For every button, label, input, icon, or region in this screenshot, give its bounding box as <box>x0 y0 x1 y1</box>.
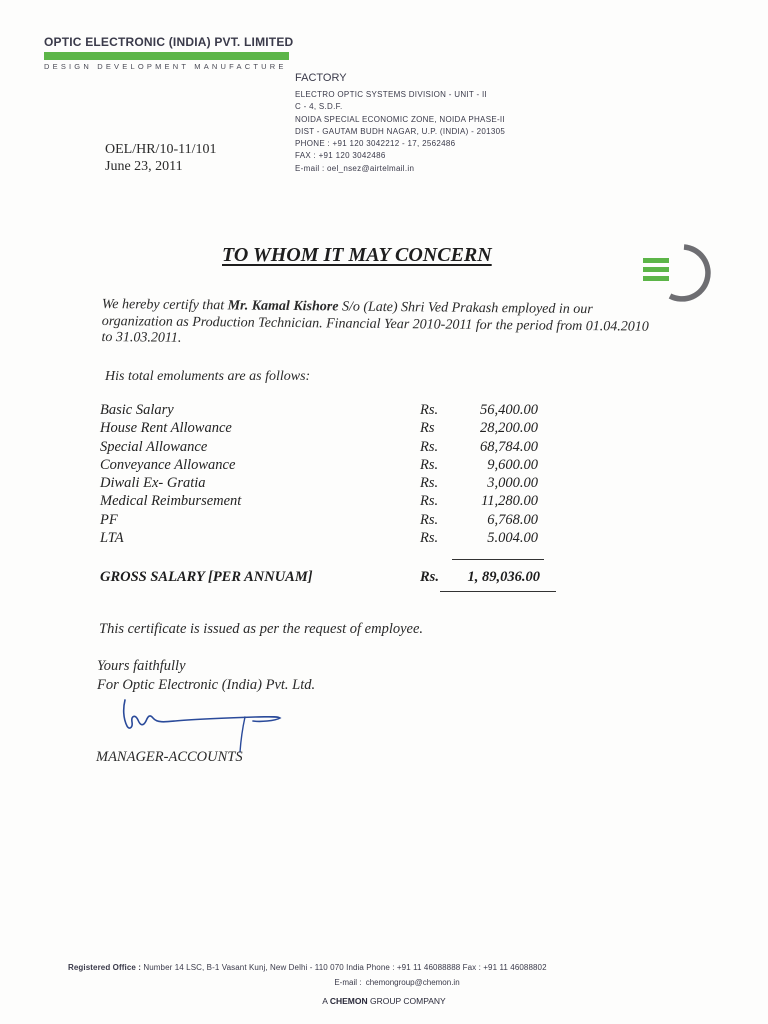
salary-amount: 56,400.00 <box>480 402 538 418</box>
salary-row <box>100 475 560 493</box>
gross-salary-row <box>100 569 560 589</box>
salary-amount: 6,768.00 <box>487 511 538 528</box>
footer-email-label: E-mail : <box>334 978 362 987</box>
footer-email-line <box>0 978 768 987</box>
factory-line: FAX : +91 120 3042486 <box>295 151 386 161</box>
salary-amount: 5.004.00 <box>487 530 538 547</box>
salary-label: LTA <box>100 530 124 547</box>
company-tagline: DESIGN DEVELOPMENT MANUFACTURE <box>44 62 287 71</box>
gross-salary-currency: Rs. <box>420 569 439 585</box>
subtotal-rule <box>452 559 544 560</box>
total-rule <box>440 591 556 592</box>
salary-table <box>100 402 560 548</box>
salary-currency: Rs. <box>420 493 439 510</box>
salary-row <box>100 420 560 438</box>
salary-amount: 3,000.00 <box>487 475 538 492</box>
salary-amount: 9,600.00 <box>487 456 538 473</box>
factory-line: DIST - GAUTAM BUDH NAGAR, U.P. (INDIA) - 201305 <box>295 126 506 136</box>
factory-address <box>295 89 505 175</box>
salary-row <box>100 402 560 420</box>
salary-label: House Rent Allowance <box>100 420 232 437</box>
company-logo-icon <box>640 240 716 304</box>
salary-label: Diwali Ex- Gratia <box>100 475 206 492</box>
signatory-title: MANAGER-ACCOUNTS <box>96 749 243 765</box>
salary-amount: 11,280.00 <box>481 493 538 510</box>
salary-row <box>100 439 560 457</box>
footer-registered-office <box>68 963 547 972</box>
salary-amount: 68,784.00 <box>480 438 538 455</box>
brand-bar <box>44 52 289 60</box>
salary-label: Medical Reimbursement <box>100 493 242 510</box>
salary-currency: Rs. <box>420 530 439 547</box>
salary-row <box>100 493 560 511</box>
factory-line: NOIDA SPECIAL ECONOMIC ZONE, NOIDA PHASE-II <box>295 114 505 124</box>
salary-amount: 28,200.00 <box>480 420 538 437</box>
footer-group-suffix: GROUP COMPANY <box>367 996 446 1006</box>
footer-group-prefix: A <box>322 996 330 1006</box>
salary-currency: Rs. <box>420 402 439 418</box>
factory-title: FACTORY <box>295 72 347 84</box>
closing-block <box>97 657 315 695</box>
factory-line: C - 4, S.D.F. <box>295 102 343 112</box>
salary-label: PF <box>100 511 118 528</box>
reference-number: OEL/HR/10-11/101 <box>105 142 217 157</box>
footer-group-line <box>0 996 768 1006</box>
salary-currency: Rs. <box>420 475 439 492</box>
company-name: OPTIC ELECTRONIC (INDIA) PVT. LIMITED <box>44 35 294 49</box>
factory-line: ELECTRO OPTIC SYSTEMS DIVISION - UNIT - II <box>295 90 488 99</box>
emoluments-intro: His total emoluments are as follows: <box>105 369 311 384</box>
factory-line: E-mail : oel_nsez@airtelmail.in <box>295 163 415 173</box>
letter-date: June 23, 2011 <box>105 159 183 174</box>
gross-salary-amount: 1, 89,036.00 <box>467 569 540 585</box>
salary-label: Special Allowance <box>100 438 208 455</box>
salary-label: Conveyance Allowance <box>100 456 236 473</box>
salary-row <box>100 512 560 530</box>
footer-email: chemongroup@chemon.in <box>365 978 460 987</box>
certification-paragraph <box>101 297 656 352</box>
footer-registered-address: Number 14 LSC, B-1 Vasant Kunj, New Delhi - 110 070 India Phone : +91 11 46088888 Fax : +91 11 46088802 <box>141 963 547 972</box>
closing-company: For Optic Electronic (India) Pvt. Ltd. <box>97 677 316 693</box>
salary-label: Basic Salary <box>100 402 174 418</box>
footer-group-name: CHEMON <box>329 996 368 1006</box>
salary-currency: Rs. <box>420 511 439 528</box>
salary-currency: Rs <box>420 420 435 437</box>
salary-row <box>100 457 560 475</box>
issued-note: This certificate is issued as per the request of employee. <box>99 621 424 637</box>
handwritten-signature <box>115 694 290 754</box>
footer-registered-label: Registered Office : <box>68 963 142 972</box>
employee-name: Mr. Kamal Kishore <box>227 298 339 315</box>
certification-text-start: We hereby certify that <box>101 297 228 314</box>
gross-salary-label: GROSS SALARY [PER ANNUAM] <box>100 569 313 585</box>
factory-line: PHONE : +91 120 3042212 - 17, 2562486 <box>295 139 456 149</box>
salary-currency: Rs. <box>420 438 439 455</box>
salary-row <box>100 530 560 548</box>
reference-block <box>105 141 216 175</box>
salary-currency: Rs. <box>420 456 439 473</box>
letter-heading: TO WHOM IT MAY CONCERN <box>222 244 492 266</box>
closing-salutation: Yours faithfully <box>97 658 186 674</box>
certification-text-end: S/o (Late) Shri Ved Prakash employed in our organization as Production Technician. Financial Year 2010-2011 for the period from 01.04.2010 to 31.03.2011. <box>101 299 649 346</box>
